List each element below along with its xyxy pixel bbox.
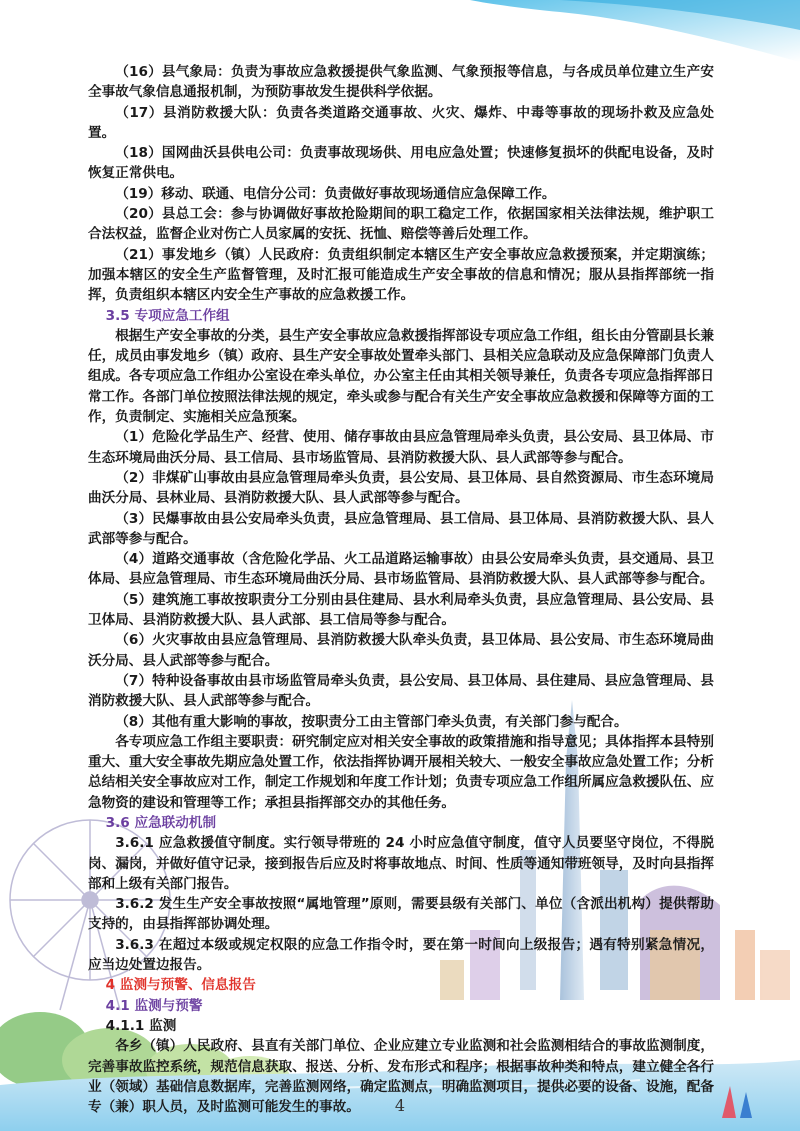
paragraph: （3）民爆事故由县公安局牵头负责，县应急管理局、县工信局、县卫体局、县消防救援大队、县人武部等参与配合。 [88,510,714,547]
paragraph: （21）事发地乡（镇）人民政府：负责组织制定本辖区生产安全事故应急救援预案，并定期演练；加强本辖区的安全生产监督管理，及时汇报可能造成生产安全事故的信息和情况；服从县指挥部统一指挥，负责组织本辖区内安全生产事故的应急救援工作。 [88,246,714,304]
document-body [88,62,714,1117]
paragraph: 根据生产安全事故的分类，县生产安全事故应急救援指挥部设专项应急工作组，组长由分管副县长兼任，成员由事发地乡（镇）政府、县生产安全事故处置牵头部门、县相关应急联动及应急保障部门负责人组成。各专项应急工作组办公室设在牵头单位，办公室主任由其相关领导兼任，负责各专项应急指挥部日常工作。各部门单位按照法律法规的规定，牵头或参与配合有关生产安全事故应急救援和保障等方面的工作，负责制定、实施相关应急预案。 [88,327,714,426]
paragraph: （7）特种设备事故由县市场监管局牵头负责，县公安局、县卫体局、县住建局、县应急管理局、县消防救援大队、县人武部等参与配合。 [88,672,714,710]
paragraph: 3.6.3 在超过本级或规定权限的应急工作指令时，要在第一时间向上级报告；遇有特别紧急情况，应当边处置边报告。 [88,936,714,974]
chapter-heading: 4 监测与预警、信息报告 [105,977,256,994]
page-number: 4 [394,1096,406,1115]
paragraph: （2）非煤矿山事故由县应急管理局牵头负责，县公安局、县卫体局、县自然资源局、市生态环境局曲沃分局、县林业局、县消防救援大队、县人武部等参与配合。 [88,469,714,507]
paragraph: （1）危险化学品生产、经营、使用、储存事故由县应急管理局牵头负责，县公安局、县卫体局、市生态环境局曲沃分局、县工信局、县市场监管局、县消防救援大队、县人武部等参与配合。 [88,429,714,466]
paragraph: 3.6.1 应急救援值守制度。实行领导带班的 24 小时应急值守制度，值守人员要坚守岗位，不得脱岗、漏岗，并做好值守记录，接到报告后应及时将事故地点、时间、性质等通知带班领导，及时向县指挥部和上级有关部门报告。 [88,835,714,892]
paragraph: （18）国网曲沃县供电公司：负责事故现场供、用电应急处置；快速修复损坏的供配电设备，及时恢复正常供电。 [88,145,714,182]
section-heading: 4.1 监测与预警 [105,997,203,1014]
paragraph: （19）移动、联通、电信分公司：负责做好事故现场通信应急保障工作。 [115,185,556,202]
paragraph: 3.6.2 发生生产安全事故按照“属地管理”原则，需要县级有关部门、单位（含派出机构）提供帮助支持的，由县指挥部协调处理。 [88,896,714,933]
paragraph: （6）火灾事故由县应急管理局、县消防救援大队牵头负责，县卫体局、县公安局、市生态环境局曲沃分局、县人武部等参与配合。 [88,632,714,669]
paragraph: （5）建筑施工事故按职责分工分别由县住建局、县水利局牵头负责，县应急管理局、县公安局、县卫体局、县消防救援大队、县人武部、县工信局等参与配合。 [88,591,714,629]
paragraph: （20）县总工会：参与协调做好事故抢险期间的职工稳定工作，依据国家相关法律法规，维护职工合法权益，监督企业对伤亡人员家属的安抚、抚恤、赔偿等善后处理工作。 [88,206,714,243]
section-heading: 3.5 专项应急工作组 [105,307,230,324]
paragraph: 各专项应急工作组主要职责：研究制定应对相关安全事故的政策措施和指导意见；具体指挥本县特别重大、重大安全事故先期应急处置工作，依法指挥协调开展相关较大、一般安全事故应急处置工作；分析总结相关安全事故应对工作，制定工作规划和年度工作计划；负责专项应急工作组所属应急救援队伍、应急物资的建设和管理等工作；承担县指挥部交办的其他任务。 [88,733,714,811]
section-heading: 3.6 应急联动机制 [105,814,217,831]
paragraph: 各乡（镇）人民政府、县直有关部门单位、企业应建立专业监测和社会监测相结合的事故监测制度，完善事故监控系统，规范信息获取、报送、分析、发布形式和程序；根据事故种类和特点，建立健全各行业（领域）基础信息数据库，完善监测网络，确定监测点，明确监测项目，提供必要的设备、设施，配备专（兼）职人员，及时监测可能发生的事故。 [88,1038,714,1116]
paragraph: （4）道路交通事故（含危险化学品、火工品道路运输事故）由县公安局牵头负责，县交通局、县卫体局、县应急管理局、市生态环境局曲沃分局、县市场监管局、县消防救援大队、县人武部等参与配合。 [88,551,714,588]
paragraph: （16）县气象局：负责为事故应急救援提供气象监测、气象预报等信息，与各成员单位建立生产安全事故气象信息通报机制，为预防事故发生提供科学依据。 [88,64,714,101]
paragraph: （17）县消防救援大队：负责各类道路交通事故、火灾、爆炸、中毒等事故的现场扑救及应急处置。 [88,104,714,141]
subsection-heading: 4.1.1 监测 [105,1017,177,1034]
paragraph: （8）其他有重大影响的事故，按职责分工由主管部门牵头负责，有关部门参与配合。 [115,713,628,730]
